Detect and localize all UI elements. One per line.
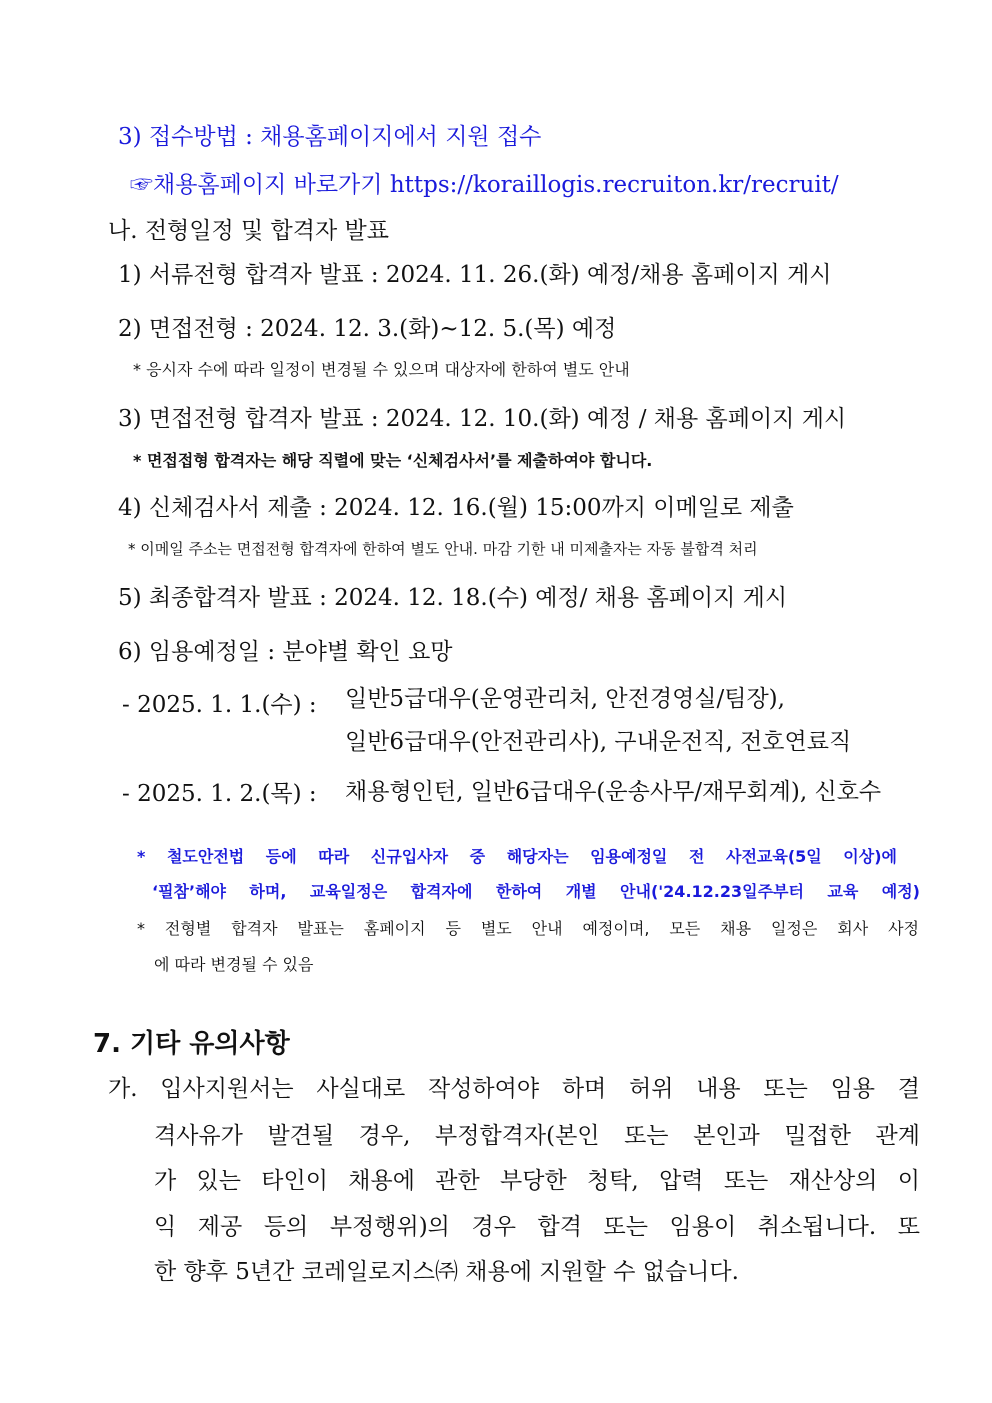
notice-ga-line-3: 가 있는 타인이 채용에 관한 부당한 청탁, 압력 또는 재산상의 이 xyxy=(154,1168,920,1194)
schedule-note-3: * 면접접형 합격자는 해당 직렬에 맞는 ‘신체검사서’를 제출하여야 합니다. xyxy=(133,451,653,470)
appointment-date-1-label: - 2025. 1. 1.(수) : xyxy=(122,692,317,718)
notice-ga-line-4: 익 제공 등의 부정행위)의 경우 합격 또는 임용이 취소됩니다. 또 xyxy=(154,1214,920,1240)
appointment-date-1-line-1: 일반5급대우(운영관리처, 안전경영실/팀장), xyxy=(345,686,785,712)
safety-note-line-2: ‘필참’해야 하며, 교육일정은 합격자에 한하여 개별 안내('24.12.23일주부터 교육 예정) xyxy=(152,882,920,901)
link-prefix: ☞채용홈페이지 바로가기 xyxy=(130,172,390,198)
appointment-date-2-line-1: 채용형인턴, 일반6급대우(운송사무/재무회계), 신호수 xyxy=(345,779,882,805)
appointment-date-1-line-2: 일반6급대우(안전관리사), 구내운전직, 전호연료직 xyxy=(345,729,852,755)
schedule-change-note-line-2: 에 따라 변경될 수 있음 xyxy=(154,955,314,974)
schedule-item-3: 3) 면접전형 합격자 발표 : 2024. 12. 10.(화) 예정 / 채용 홈페이지 게시 xyxy=(118,406,847,432)
application-method: 3) 접수방법 : 채용홈페이지에서 지원 접수 xyxy=(118,124,542,150)
appointment-date-2-label: - 2025. 1. 2.(목) : xyxy=(122,781,317,807)
notice-ga-line-2: 격사유가 발견될 경우, 부정합격자(본인 또는 본인과 밀접한 관계 xyxy=(154,1123,920,1149)
schedule-heading: 나. 전형일정 및 합격자 발표 xyxy=(108,218,389,244)
notice-ga-line-5: 한 향후 5년간 코레일로지스㈜ 채용에 지원할 수 없습니다. xyxy=(154,1259,739,1285)
homepage-link-line[interactable] xyxy=(130,174,839,197)
safety-note-line-1: * 철도안전법 등에 따라 신규입사자 중 해당자는 임용예정일 전 사전교육(5일 이상)에 xyxy=(137,847,897,866)
schedule-change-note-line-1: * 전형별 합격자 발표는 홈페이지 등 별도 안내 예정이며, 모든 채용 일정은 회사 사정 xyxy=(137,919,919,938)
schedule-item-5: 5) 최종합격자 발표 : 2024. 12. 18.(수) 예정/ 채용 홈페이지 게시 xyxy=(118,585,788,611)
schedule-item-6: 6) 임용예정일 : 분야별 확인 요망 xyxy=(118,639,453,665)
recruit-url-link[interactable]: https://koraillogis.recruiton.kr/recruit/ xyxy=(389,172,839,198)
schedule-note-2: * 응시자 수에 따라 일정이 변경될 수 있으며 대상자에 한하여 별도 안내 xyxy=(133,360,630,379)
schedule-note-4: * 이메일 주소는 면접전형 합격자에 한하여 별도 안내. 마감 기한 내 미제출자는 자동 불합격 처리 xyxy=(128,540,758,558)
schedule-item-1: 1) 서류전형 합격자 발표 : 2024. 11. 26.(화) 예정/채용 홈페이지 게시 xyxy=(118,262,832,288)
section-7-heading: 7. 기타 유의사항 xyxy=(93,1029,290,1059)
schedule-item-2: 2) 면접전형 : 2024. 12. 3.(화)~12. 5.(목) 예정 xyxy=(118,316,617,342)
schedule-item-4: 4) 신체검사서 제출 : 2024. 12. 16.(월) 15:00까지 이메일로 제출 xyxy=(118,495,794,521)
notice-ga-line-1: 가. 입사지원서는 사실대로 작성하여야 하며 허위 내용 또는 임용 결 xyxy=(108,1076,920,1102)
